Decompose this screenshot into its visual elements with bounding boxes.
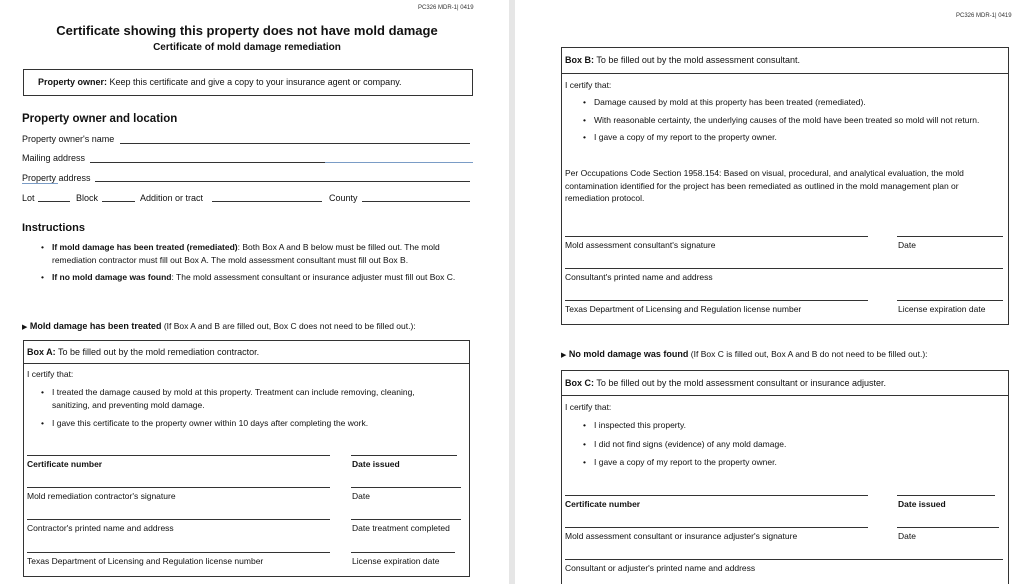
c-date-issued-field[interactable] (897, 495, 995, 496)
consultant-license-exp-field[interactable] (897, 300, 1003, 301)
treated-heading-text: (If Box A and B are filled out, Box C does not need to be filled out.): (161, 321, 416, 331)
contractor-signature-label: Mold remediation contractor's signature (27, 491, 176, 501)
no-damage-heading-bold: No mold damage was found (568, 349, 689, 359)
arrow-icon: ▶ (22, 324, 28, 331)
box-a-title (27, 347, 259, 357)
page-title: Certificate showing this property does not have mold damage (56, 23, 438, 38)
owner-name-label: Property owner's name (22, 134, 115, 144)
box-b-item: • I gave a copy of my report to the property owner. (580, 131, 1000, 144)
consultant-license-exp-label: License expiration date (898, 304, 986, 314)
spellcheck-underline (22, 183, 58, 184)
signature-date-field[interactable] (351, 487, 461, 488)
county-field[interactable] (362, 201, 470, 202)
field-focus-underline (325, 162, 473, 163)
treatment-date-field[interactable] (351, 519, 461, 520)
page-subtitle: Certificate of mold damage remediation (153, 42, 341, 53)
adjuster-date-label: Date (898, 531, 916, 541)
mailing-address-label: Mailing address (22, 153, 86, 163)
box-c-title (565, 378, 886, 388)
addition-label: Addition or tract (140, 193, 204, 203)
property-address-field[interactable] (95, 181, 470, 182)
consultant-name-field[interactable] (565, 268, 1003, 269)
box-a-body (23, 364, 470, 577)
consultant-signature-label: Mold assessment consultant's signature (565, 240, 716, 250)
occupations-code-text: Per Occupations Code Section 1958.154: Based on visual, procedural, and analytical evaluation, the mold contamination identified for the project has been remediated as outlined in the mold management plan or remediation protocol. (565, 168, 964, 203)
owner-note-text: Keep this certificate and give a copy to your insurance agent or company. (109, 77, 402, 87)
section-heading: Property owner and location (22, 113, 178, 125)
license-number-label: Texas Department of Licensing and Regulation license number (27, 556, 264, 566)
owner-name-field[interactable] (120, 143, 470, 144)
consultant-signature-field[interactable] (565, 236, 868, 237)
consultant-date-field[interactable] (897, 236, 1003, 237)
treatment-date-label: Date treatment completed (352, 523, 450, 533)
block-field[interactable] (102, 201, 135, 202)
consultant-license-label: Texas Department of Licensing and Regulation license number (565, 304, 802, 314)
form-code: PC326 MDR-1| 0419 (418, 5, 474, 11)
block-label: Block (76, 193, 99, 203)
form-code: PC326 MDR-1| 0419 (956, 13, 1012, 19)
instruction-text: : The mold assessment consultant or insurance adjuster must fill out Box C. (171, 272, 456, 282)
c-date-issued-label: Date issued (898, 499, 946, 509)
contractor-signature-field[interactable] (27, 487, 330, 488)
box-c-divider (562, 395, 1008, 396)
box-b-list (580, 96, 1000, 144)
box-b-title (565, 55, 800, 65)
treated-heading-bold: Mold damage has been treated (29, 321, 162, 331)
box-a-item: • I treated the damage caused by mold at this property. Treatment can include removing, cleaning, sanitizing, and preventing mold damage. (38, 386, 438, 411)
box-c (561, 370, 1009, 584)
owner-note-box (23, 69, 473, 96)
box-a-certify: I certify that: (27, 369, 74, 379)
date-issued-field[interactable] (351, 455, 457, 456)
property-address-label: Property address (22, 173, 91, 183)
box-c-item: • I inspected this property. (580, 419, 1000, 432)
county-label: County (329, 193, 358, 203)
license-number-field[interactable] (27, 552, 330, 553)
form-page-2 (515, 0, 1024, 584)
instruction-bold: If no mold damage was found (52, 272, 172, 282)
instruction-bold: If mold damage has been treated (remediated) (52, 242, 238, 252)
adjuster-date-field[interactable] (897, 527, 999, 528)
signature-date-label: Date (352, 491, 370, 501)
box-a-header (23, 340, 470, 364)
box-c-text: To be filled out by the mold assessment consultant or insurance adjuster. (596, 378, 887, 388)
license-expiration-label: License expiration date (352, 556, 440, 566)
adjuster-signature-label: Mold assessment consultant or insurance adjuster's signature (565, 531, 798, 541)
form-page-1 (0, 0, 509, 584)
box-c-list (580, 419, 1000, 469)
arrow-icon: ▶ (561, 352, 567, 359)
consultant-date-label: Date (898, 240, 916, 250)
c-certificate-number-field[interactable] (565, 495, 868, 496)
box-b-item: • Damage caused by mold at this property has been treated (remediated). (580, 96, 1000, 109)
owner-note-label: Property owner: (38, 77, 108, 87)
instruction-item (38, 241, 468, 266)
instructions-heading: Instructions (22, 222, 85, 234)
box-c-item: • I gave a copy of my report to the property owner. (580, 456, 1000, 469)
no-damage-heading (561, 349, 928, 359)
box-c-label: Box C: (565, 378, 594, 388)
instruction-text: : Both Box A and B below must be filled out. The mold remediation contractor must fill out Box A. The mold assessment consultant must fill out Box B. (52, 242, 440, 265)
c-certificate-number-label: Certificate number (565, 499, 641, 509)
box-b-divider (562, 73, 1008, 74)
contractor-name-field[interactable] (27, 519, 330, 520)
instructions-list (38, 241, 468, 284)
certificate-number-field[interactable] (27, 455, 330, 456)
consultant-name-label: Consultant's printed name and address (565, 272, 713, 282)
box-a-item: • I gave this certificate to the property owner within 10 days after completing the work. (38, 417, 438, 430)
instruction-item (38, 271, 468, 284)
lot-field[interactable] (38, 201, 70, 202)
box-b-text: To be filled out by the mold assessment consultant. (596, 55, 800, 65)
certificate-number-label: Certificate number (27, 459, 103, 469)
consultant-license-field[interactable] (565, 300, 868, 301)
box-b-label: Box B: (565, 55, 594, 65)
no-damage-heading-text: (If Box C is filled out, Box A and B do not need to be filled out.): (688, 349, 928, 359)
box-b (561, 47, 1009, 325)
lot-label: Lot (22, 193, 35, 203)
box-b-item: • With reasonable certainty, the underlying causes of the mold have been treated so mold will not return. (580, 114, 1000, 127)
box-a-list (38, 386, 438, 430)
box-c-item: • I did not find signs (evidence) of any mold damage. (580, 438, 1000, 451)
contractor-name-label: Contractor's printed name and address (27, 523, 174, 533)
box-a-text: To be filled out by the mold remediation contractor. (58, 347, 260, 357)
box-a-label: Box A: (27, 347, 56, 357)
owner-note (38, 77, 402, 87)
date-issued-label: Date issued (352, 459, 400, 469)
box-c-certify: I certify that: (565, 402, 612, 412)
adjuster-name-field[interactable] (565, 559, 1003, 560)
license-expiration-field[interactable] (351, 552, 455, 553)
addition-field[interactable] (212, 201, 322, 202)
box-b-certify: I certify that: (565, 80, 612, 90)
adjuster-name-label: Consultant or adjuster's printed name and address (565, 563, 756, 573)
treated-heading (22, 321, 416, 331)
adjuster-signature-field[interactable] (565, 527, 868, 528)
